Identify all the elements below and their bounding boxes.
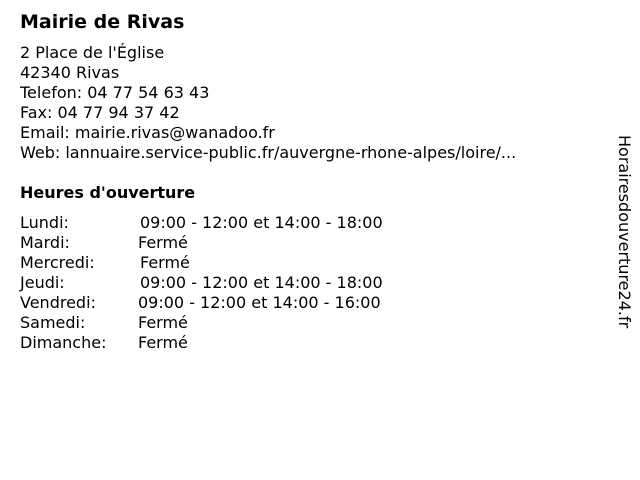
address-line-city: 42340 Rivas [20,63,120,82]
fax-number: Fax: 04 77 94 37 42 [20,103,180,122]
time-value: Fermé [138,233,188,252]
hours-heading: Heures d'ouverture [20,183,196,202]
page-title: Mairie de Rivas [20,11,185,33]
time-value: Fermé [138,313,188,332]
day-label: Jeudi: [20,273,65,292]
time-value: 09:00 - 12:00 et 14:00 - 18:00 [140,273,383,292]
email-address: Email: mairie.rivas@wanadoo.fr [20,123,275,142]
watermark-text: Horairesdouverture24.fr [615,135,634,329]
contact-info [20,43,516,163]
website-link: Web: lannuaire.service-public.fr/auvergne-rhone-alpes/loire/... [20,143,517,162]
time-value: Fermé [140,253,190,272]
day-label: Mardi: [20,233,70,252]
day-label: Samedi: [20,313,86,332]
time-value: Fermé [138,333,188,352]
time-value: 09:00 - 12:00 et 14:00 - 18:00 [140,213,383,232]
day-label: Vendredi: [20,293,96,312]
day-label: Mercredi: [20,253,95,272]
time-value: 09:00 - 12:00 et 14:00 - 16:00 [138,293,381,312]
day-label: Dimanche: [20,333,107,352]
address-line-street: 2 Place de l'Église [20,43,165,62]
day-label: Lundi: [20,213,69,232]
phone-number: Telefon: 04 77 54 63 43 [20,83,210,102]
